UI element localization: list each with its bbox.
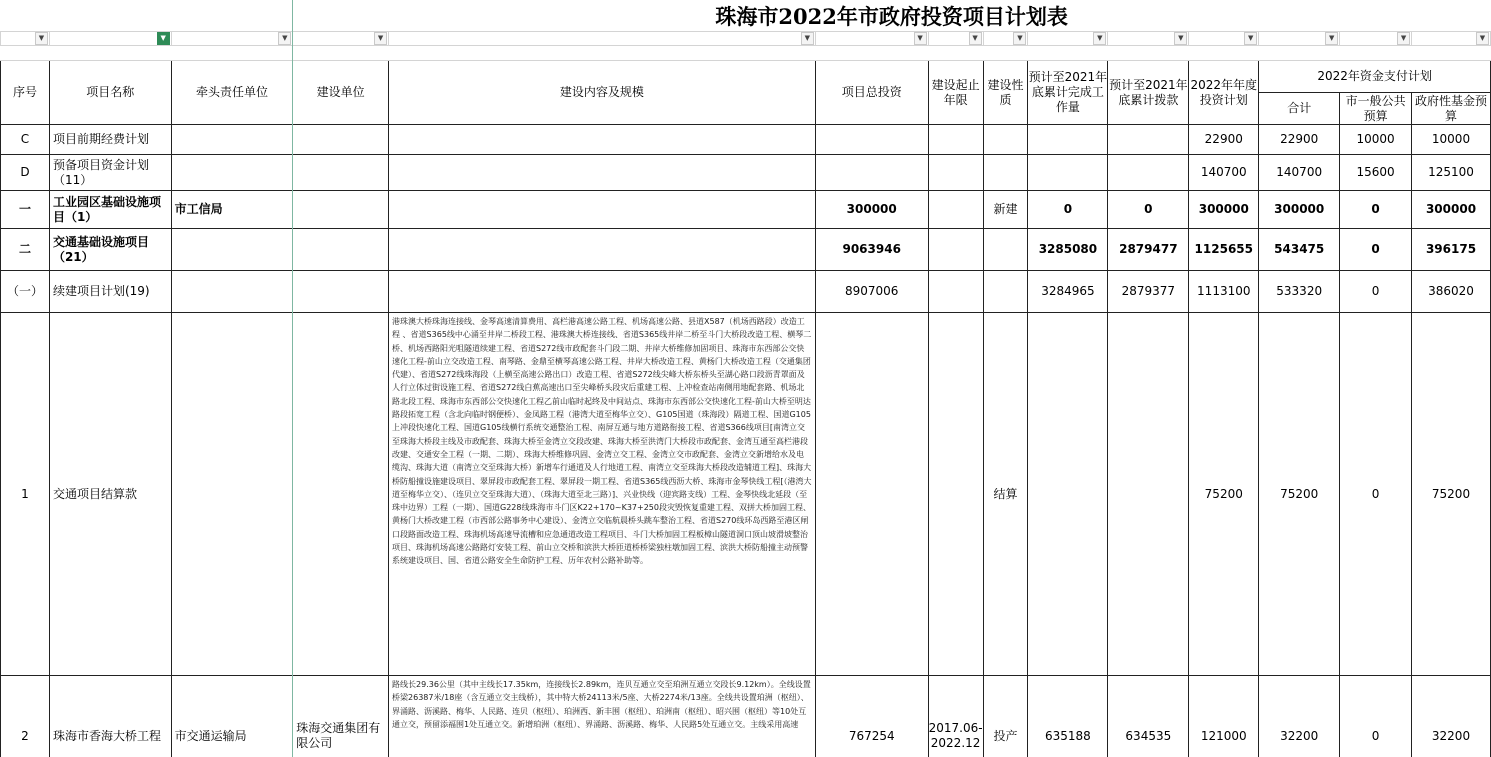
- table-row: [1, 191, 1491, 229]
- chevron-down-icon[interactable]: ▼: [1325, 32, 1338, 45]
- cell-alloc: [1108, 125, 1189, 155]
- cell-alloc: 2879377: [1108, 271, 1189, 313]
- cell-sum: 533320: [1259, 271, 1340, 313]
- cell-nature: 投产: [983, 676, 1028, 757]
- header-row-1: [1, 61, 1491, 93]
- cell-done: 3284965: [1028, 271, 1108, 313]
- filter-cell[interactable]: [983, 32, 1028, 46]
- cell-sum: 300000: [1259, 191, 1340, 229]
- cell-alloc: [1108, 313, 1189, 676]
- table-row: [1, 676, 1491, 757]
- table-row: [1, 125, 1491, 155]
- cell-fund: 75200: [1412, 313, 1491, 676]
- table-row: [1, 229, 1491, 271]
- header-seq: 序号: [1, 61, 50, 125]
- cell-name: 预备项目资金计划（11）: [49, 155, 171, 191]
- filter-cell[interactable]: [1259, 32, 1340, 46]
- cell-name: 续建项目计划(19): [49, 271, 171, 313]
- chevron-down-icon[interactable]: ▼: [969, 32, 982, 45]
- cell-done: 635188: [1028, 676, 1108, 757]
- filter-cell[interactable]: [49, 32, 171, 46]
- cell-name: 交通项目结算款: [49, 313, 171, 676]
- cell-nature: [983, 155, 1028, 191]
- filter-cell[interactable]: [1, 32, 50, 46]
- cell-builder: [293, 125, 389, 155]
- cell-alloc: 634535: [1108, 676, 1189, 757]
- cell-nature: 新建: [983, 191, 1028, 229]
- cell-period: [928, 271, 983, 313]
- cell-builder: [293, 191, 389, 229]
- filter-cell[interactable]: [389, 32, 816, 46]
- cell-general: 10000: [1340, 125, 1412, 155]
- cell-content: 港珠澳大桥珠海连接线、金琴高速清算费用、高栏港高速公路工程、机场高速公路、县道X587（机场西路段）改造工程 、省道S365线中心涌至井岸二桥段工程、港珠澳大桥连接线、省道S365线井岸二桥至斗门大桥段改造工程、横琴二桥、机场西路阳光咀隧道续建工程、省道S272线市政配套斗门段二期、井岸大桥维修加固项目、珠海市东西部公交快速化工程-前山立交改造工程、南琴路、金鼎至横琴高速公路工程、井岸大桥改造工程、黄杨门大桥改造工程（交通集团代建）、省道S272线珠海段（上横至高速公路出口）改造工程、省道S272线尖峰大桥东桥头至湖心路口段沥青罩面及人行立体过街设施工程、省道S272线白蕉高速出口至尖峰桥头段灾后重建工程、上冲检查站南侧用地配套路、机场北路北段工程、珠海市东西部公交快速化工程乙前山临时起终及中间站点、珠海市东西部公交快速化工程-前山大桥至明达路段拓宽工程（含北向临时钢便桥）、金凤路工程（港湾大道至梅华立交）、G105国道（珠海段）隔道工程、国道G105上冲段快速化工程、国道G105线横行系统交通整治工程、南屏互通与地方道路衔接工程、省道S366线项目[南湾立交至珠海大桥段主线及市政配套、珠海大桥至金湾立交段改建、珠海大桥至洪湾门大桥段市政配套、金湾互通至高栏港段改建、交通安全工程（一期、二期）、珠海大桥维修巩固、金湾立交工程、金湾立交市政配套、金湾立交新增给水及电缆沟、珠海大道（南湾立交至珠海大桥）新增车行通道及人行地道工程、南湾立交至珠海大桥段改造辅道工程]、珠海大桥防船撞设施建设项目、翠屏段市政配套工程、翠屏段一期工程、省道S365线西沥大桥、珠海市金琴快线工程[（港湾大道至梅华立交）、（连贝立交至珠海大道）、（珠海大道至北三路）]、兴业快线（迎宾路支线）工程、金琴快线北延段（至珠中边界）工程（一期）、国道G228线珠海市斗门区K22+170~K37+250段灾毁恢复重建工程、双拼大桥加固工程、黄杨门大桥改建工程（市西部公路事务中心建设）、金湾立交临航晨桥头跳车整治工程、省道S270线环岛西路至港区闸口段路面改造工程、珠海机场高速导流槽和应急通道改造工程项目、斗门大桥加固工程板樟山隧道洞口顶山坡滑坡整治项目、珠海机场高速公路路灯安装工程、前山立交桥和滨洪大桥匝道桥桥梁独柱墩加固工程、滨洪大桥防船撞主动预警系统建设项目、国、省道公路安全生命防护工程、历年农村公路补助等。: [389, 313, 816, 676]
- cell-nature: [983, 271, 1028, 313]
- cell-seq: （一）: [1, 271, 50, 313]
- filter-row: [1, 32, 1491, 46]
- filter-active-icon[interactable]: ▼: [157, 32, 170, 45]
- cell-builder: [293, 229, 389, 271]
- cell-plan: 300000: [1189, 191, 1259, 229]
- cell-lead: [171, 155, 293, 191]
- cell-name: 珠海市香海大桥工程: [49, 676, 171, 757]
- cell-seq: D: [1, 155, 50, 191]
- cell-done: [1028, 125, 1108, 155]
- cell-total: 767254: [815, 676, 928, 757]
- table-row: [1, 313, 1491, 676]
- chevron-down-icon[interactable]: ▼: [914, 32, 927, 45]
- chevron-down-icon[interactable]: ▼: [374, 32, 387, 45]
- cell-lead: [171, 271, 293, 313]
- filter-cell[interactable]: [1189, 32, 1259, 46]
- filter-cell[interactable]: [1108, 32, 1189, 46]
- cell-period: [928, 313, 983, 676]
- cell-fund: 10000: [1412, 125, 1491, 155]
- title-blank: [1, 1, 293, 32]
- cell-total: 8907006: [815, 271, 928, 313]
- cell-period: 2017.06-2022.12: [928, 676, 983, 757]
- cell-period: [928, 155, 983, 191]
- title-row: [1, 1, 1491, 32]
- cell-general: 0: [1340, 676, 1412, 757]
- chevron-down-icon[interactable]: ▼: [801, 32, 814, 45]
- cell-alloc: 2879477: [1108, 229, 1189, 271]
- cell-builder: [293, 313, 389, 676]
- cell-fund: 125100: [1412, 155, 1491, 191]
- spacer-row: [1, 46, 1491, 61]
- header-plan: 2022年年度投资计划: [1189, 61, 1259, 125]
- cell-name: 项目前期经费计划: [49, 125, 171, 155]
- table-row: [1, 271, 1491, 313]
- cell-sum: 75200: [1259, 313, 1340, 676]
- cell-nature: [983, 125, 1028, 155]
- cell-sum: 140700: [1259, 155, 1340, 191]
- cell-done: [1028, 313, 1108, 676]
- cell-done: 0: [1028, 191, 1108, 229]
- cell-general: 0: [1340, 271, 1412, 313]
- frozen-pane-divider: [292, 0, 293, 757]
- cell-sum: 543475: [1259, 229, 1340, 271]
- cell-lead: [171, 313, 293, 676]
- header-period: 建设起止年限: [928, 61, 983, 125]
- cell-name: 工业园区基础设施项目（1）: [49, 191, 171, 229]
- cell-general: 0: [1340, 229, 1412, 271]
- cell-content: 路线长29.36公里（其中主线长17.35km，连接线长2.89km，连贝互通立交至珀洲互通立交段长9.12km）。全线设置桥梁26387米/18座（含互通立交主线桥），其中特大桥24113米/5座、大桥2274米/13座。全线共设置珀洲（枢纽）、界涌路、沥溪路、梅华、人民路、连贝（枢纽）、珀洲西、新丰围（枢纽）、珀洲南（枢纽）、昭兴围（枢纽）等10处互通立交，预留添福围1处互通立交。新增珀洲（枢纽）、界涌路、沥溪路、梅华、人民路5处互通立交。主线采用高速: [389, 676, 816, 757]
- cell-plan: 22900: [1189, 125, 1259, 155]
- header-builder: 建设单位: [293, 61, 389, 125]
- page-title: 珠海市2022年市政府投资项目计划表: [293, 1, 1491, 32]
- cell-sum: 22900: [1259, 125, 1340, 155]
- cell-alloc: 0: [1108, 191, 1189, 229]
- cell-period: [928, 229, 983, 271]
- cell-plan: 1113100: [1189, 271, 1259, 313]
- table-row: [1, 155, 1491, 191]
- cell-sum: 32200: [1259, 676, 1340, 757]
- cell-name: 交通基础设施项目（21）: [49, 229, 171, 271]
- header-total: 项目总投资: [815, 61, 928, 125]
- cell-builder: [293, 155, 389, 191]
- cell-seq: C: [1, 125, 50, 155]
- chevron-down-icon[interactable]: ▼: [1013, 32, 1026, 45]
- chevron-down-icon[interactable]: ▼: [278, 32, 291, 45]
- cell-content: [389, 229, 816, 271]
- cell-seq: 二: [1, 229, 50, 271]
- cell-content: [389, 125, 816, 155]
- cell-total: [815, 155, 928, 191]
- cell-lead: [171, 125, 293, 155]
- cell-nature: 结算: [983, 313, 1028, 676]
- cell-content: [389, 155, 816, 191]
- chevron-down-icon[interactable]: ▼: [35, 32, 48, 45]
- cell-plan: 1125655: [1189, 229, 1259, 271]
- header-general: 市一般公共预算: [1340, 93, 1412, 125]
- cell-builder: [293, 271, 389, 313]
- cell-plan: 140700: [1189, 155, 1259, 191]
- spacer-cell: [1, 46, 1491, 61]
- filter-cell[interactable]: [1412, 32, 1491, 46]
- cell-done: 3285080: [1028, 229, 1108, 271]
- cell-lead: 市工信局: [171, 191, 293, 229]
- cell-lead: 市交通运输局: [171, 676, 293, 757]
- header-lead: 牵头责任单位: [171, 61, 293, 125]
- cell-period: [928, 191, 983, 229]
- filter-cell[interactable]: [1340, 32, 1412, 46]
- chevron-down-icon[interactable]: ▼: [1244, 32, 1257, 45]
- cell-seq: 2: [1, 676, 50, 757]
- header-alloc: 预计至2021年底累计拨款: [1108, 61, 1189, 125]
- cell-done: [1028, 155, 1108, 191]
- chevron-down-icon[interactable]: ▼: [1476, 32, 1489, 45]
- header-done: 预计至2021年底累计完成工作量: [1028, 61, 1108, 125]
- header-sum: 合计: [1259, 93, 1340, 125]
- cell-plan: 75200: [1189, 313, 1259, 676]
- cell-seq: 1: [1, 313, 50, 676]
- cell-lead: [171, 229, 293, 271]
- cell-fund: 32200: [1412, 676, 1491, 757]
- cell-fund: 396175: [1412, 229, 1491, 271]
- cell-total: [815, 313, 928, 676]
- filter-cell[interactable]: [293, 32, 389, 46]
- header-funds-group: 2022年资金支付计划: [1259, 61, 1491, 93]
- chevron-down-icon[interactable]: ▼: [1174, 32, 1187, 45]
- filter-cell[interactable]: [1028, 32, 1108, 46]
- cell-period: [928, 125, 983, 155]
- filter-cell[interactable]: [815, 32, 928, 46]
- cell-content: [389, 271, 816, 313]
- cell-total: 300000: [815, 191, 928, 229]
- cell-general: 15600: [1340, 155, 1412, 191]
- cell-seq: 一: [1, 191, 50, 229]
- chevron-down-icon[interactable]: ▼: [1397, 32, 1410, 45]
- header-nature: 建设性质: [983, 61, 1028, 125]
- filter-cell[interactable]: [928, 32, 983, 46]
- header-content: 建设内容及规模: [389, 61, 816, 125]
- cell-builder: 珠海交通集团有限公司: [293, 676, 389, 757]
- cell-general: 0: [1340, 313, 1412, 676]
- cell-alloc: [1108, 155, 1189, 191]
- header-fund: 政府性基金预算: [1412, 93, 1491, 125]
- header-name: 项目名称: [49, 61, 171, 125]
- filter-cell[interactable]: [171, 32, 293, 46]
- cell-fund: 300000: [1412, 191, 1491, 229]
- cell-content: [389, 191, 816, 229]
- cell-fund: 386020: [1412, 271, 1491, 313]
- cell-total: [815, 125, 928, 155]
- cell-plan: 121000: [1189, 676, 1259, 757]
- cell-general: 0: [1340, 191, 1412, 229]
- cell-nature: [983, 229, 1028, 271]
- chevron-down-icon[interactable]: ▼: [1093, 32, 1106, 45]
- cell-total: 9063946: [815, 229, 928, 271]
